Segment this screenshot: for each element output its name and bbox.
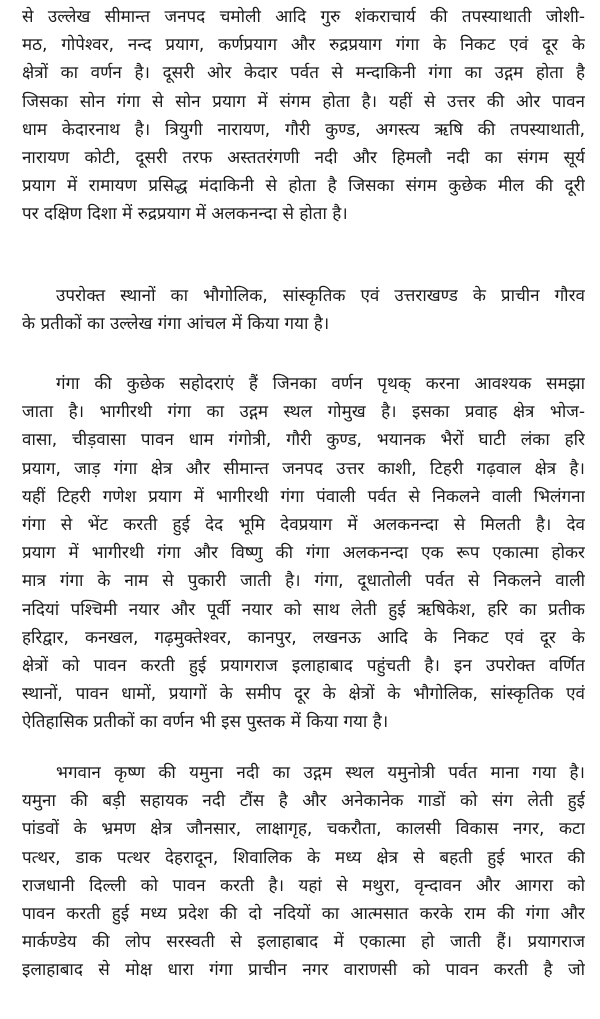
text-line: पांडवों के भ्रमण क्षेत्र जौनसार, लाक्षागृह, चकरौता, कालसी विकास नगर, कटा — [22, 819, 585, 840]
text-line: मार्कण्डेय की लोप सरस्वती से इलाहाबाद में एकात्मा हो जाती हैं। प्रयागराज — [22, 932, 585, 953]
text-line: ऐतिहासिक प्रतीकों का वर्णन भी इस पुस्तक में किया गया है। — [22, 712, 389, 733]
text-line: प्रयाग में भागीरथी गंगा और विष्णु की गंगा अलकनन्दा एक रूप एकात्मा होकर — [22, 543, 585, 564]
text-line: जाता है। भागीरथी गंगा का उद्गम स्थल गोमुख है। इसका प्रवाह क्षेत्र भोज- — [22, 402, 585, 423]
text-line: गंगा की कुछेक सहोदराएं हैं जिनका वर्णन पृथक् करना आवश्यक समझा — [56, 374, 585, 394]
text-line: मात्र गंगा के नाम से पुकारी जाती है। गंगा, दूधातोली पर्वत से निकलने वाली — [22, 571, 585, 592]
text-line: हरिद्वार, कनखल, गढ़मुक्तेश्वर, कानपुर, लखनऊ आदि के निकट एवं दूर के — [22, 627, 585, 648]
text-line: क्षेत्रों को पावन करती हुई प्रयागराज इलाहाबाद पहुंचती है। इन उपरोक्त वर्णित — [22, 655, 585, 676]
text-line: जिसका सोन गंगा से सोन प्रयाग में संगम होता है। यहीं से उत्तर की ओर पावन — [22, 91, 585, 112]
text-line: पर दक्षिण दिशा में रुद्रप्रयाग में अलकनन्दा से होता है। — [22, 204, 348, 225]
text-line: पत्थर, डाक पत्थर देहरादून, शिवालिक के मध्य क्षेत्र से बहती हुई भारत की — [22, 847, 585, 868]
text-line: राजधानी दिल्ली को पावन करती है। यहां से मथुरा, वृन्दावन और आगरा को — [22, 875, 585, 896]
text-line: के प्रतीकों का उल्लेख गंगा आंचल में किया गया है। — [22, 314, 330, 335]
paragraph-yamuna — [22, 759, 585, 985]
text-line: मठ, गोपेश्वर, नन्द प्रयाग, कर्णप्रयाग और रुद्रप्रयाग गंगा के निकट एवं दूर के — [22, 35, 585, 56]
text-line: भगवान कृष्ण की यमुना नदी का उद्गम स्थल यमुनोत्री पर्वत माना गया है। — [56, 763, 585, 783]
paragraph-garhwal-regions — [22, 3, 585, 229]
text-line: उपरोक्त स्थानों का भौगोलिक, सांस्कृतिक एवं उत्तराखण्ड के प्राचीन गौरव — [56, 286, 585, 306]
text-line: गंगा से भेंट करती हुई देद भूमि देवप्रयाग में अलकनन्दा से मिलती है। देव — [22, 514, 585, 535]
paragraph-ganga-sisters — [22, 370, 585, 736]
text-line: नारायण कोटी, दूसरी तरफ अस्ततरंगणी नदी और हिमलौ नदी का संगम सूर्य — [22, 147, 585, 168]
text-line: धाम केदारनाथ है। त्रियुगी नारायण, गौरी कुण्ड, अगस्त्य ऋषि की तपस्याथाती, — [22, 119, 585, 140]
text-line: पावन करती हुई मध्य प्रदेश की दो नदियों का आत्मसात करके राम की गंगा और — [22, 903, 585, 924]
text-line: प्रयाग, जाड़ गंगा क्षेत्र और सीमान्त जनपद उत्तर काशी, टिहरी गढ़वाल क्षेत्र है। — [22, 458, 585, 479]
text-line: वासा, चीड़वासा पावन धाम गंगोत्री, गौरी कुण्ड, भयानक भैरों घाटी लंका हरि — [22, 430, 585, 451]
paragraph-cultural-symbols — [22, 282, 585, 338]
text-line: से उल्लेख सीमान्त जनपद चमोली आदि गुरु शंकराचार्य की तपस्याथाती जोशी- — [22, 7, 585, 27]
text-line: स्थानों, पावन धामों, प्रयागों के समीप दूर के क्षेत्रों के भौगोलिक, सांस्कृतिक एवं — [22, 684, 585, 705]
text-line: यहीं टिहरी गणेश प्रयाग में भागीरथी गंगा पंवाली पर्वत से निकलने वाली भिलंगना — [22, 486, 585, 507]
text-line: प्रयाग में रामायण प्रसिद्ध मंदाकिनी से होता है जिसका संगम कुछेक मील की दूरी — [22, 176, 585, 197]
text-line: इलाहाबाद से मोक्ष धारा गंगा प्राचीन नगर वाराणसी को पावन करती है जो — [22, 960, 585, 981]
text-line: यमुना की बड़ी सहायक नदी टौंस है और अनेकानेक गाडों को संग लेती हुई — [22, 791, 585, 812]
text-line: नदियां पश्चिमी नयार और पूर्वी नयार को साथ लेती हुई ऋषिकेश, हरि का प्रतीक — [22, 599, 585, 620]
text-line: क्षेत्रों का वर्णन है। दूसरी ओर केदार पर्वत से मन्दाकिनी गंगा का उद्गम होता है — [22, 63, 585, 84]
